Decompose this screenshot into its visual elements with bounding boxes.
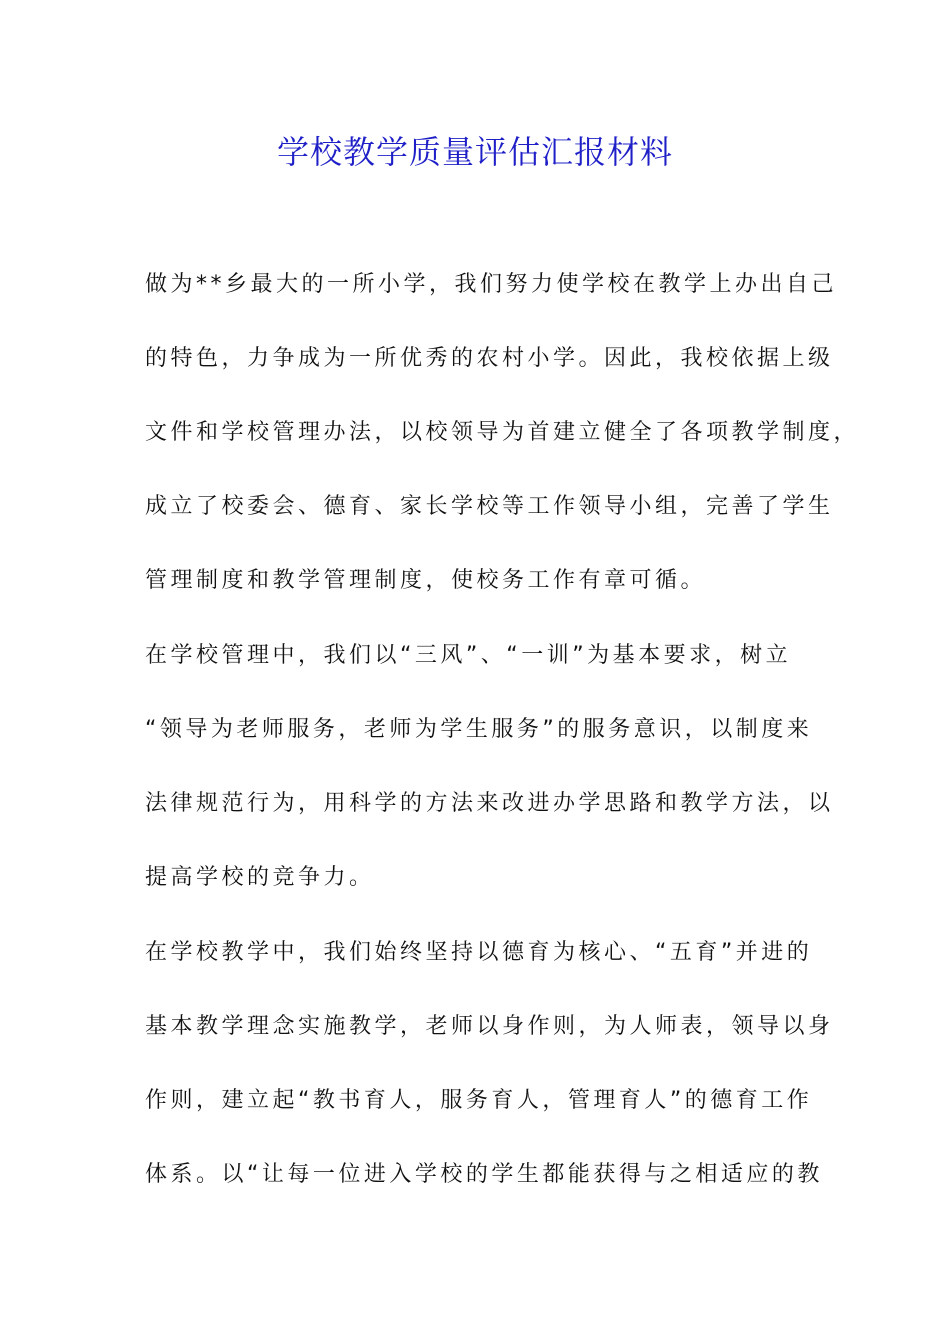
text-line: “领导为老师服务，老师为学生服务”的服务意识，以制度来	[145, 717, 813, 742]
text-line: 在学校管理中，我们以“三风”、“一训”为基本要求，树立	[145, 643, 792, 668]
paragraph-1	[145, 268, 860, 638]
paragraph-3	[145, 936, 834, 1232]
text-line: 文件和学校管理办法，以校领导为首建立健全了各项教学制度，	[145, 420, 860, 445]
text-line: 法律规范行为，用科学的方法来改进办学思路和教学方法，以	[145, 791, 834, 816]
text-line: 基本教学理念实施教学，老师以身作则，为人师表，领导以身	[145, 1014, 834, 1039]
text-line: 作则，建立起“教书育人，服务育人，管理育人”的德育工作	[145, 1088, 813, 1113]
text-line: 成立了校委会、德育、家长学校等工作领导小组，完善了学生	[145, 494, 834, 519]
text-line: 做为**乡最大的一所小学，我们努力使学校在教学上办出自己	[145, 272, 838, 297]
paragraph-2	[145, 639, 834, 935]
text-line: 管理制度和教学管理制度，使校务工作有章可循。	[145, 568, 707, 593]
text-line: 在学校教学中，我们始终坚持以德育为核心、“五育”并进的	[145, 940, 813, 965]
document-title: 学校教学质量评估汇报材料	[276, 133, 673, 171]
text-line: 体系。以“让每一位进入学校的学生都能获得与之相适应的教	[145, 1162, 823, 1187]
text-line: 提高学校的竞争力。	[145, 865, 375, 890]
text-line: 的特色，力争成为一所优秀的农村小学。因此，我校依据上级	[145, 346, 834, 371]
